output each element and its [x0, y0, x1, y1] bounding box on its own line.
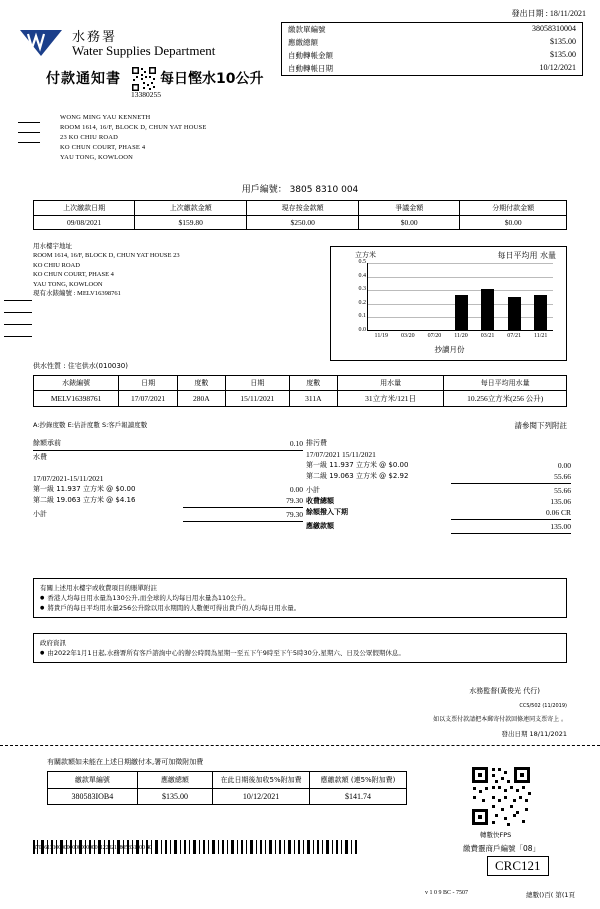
- charge-value: 0.00: [557, 461, 571, 470]
- charge-label-total: 收費總額: [306, 497, 334, 505]
- col-last-payment-amount: 上次繳款金額: [135, 201, 247, 216]
- table-row: [48, 789, 407, 805]
- col-consumption: 用水量: [337, 376, 444, 391]
- chart-x-tick-label: 03/20: [401, 333, 415, 339]
- supply-address-line: KO CHUN COURT, PHASE 4: [33, 271, 114, 278]
- tear-off-divider: [0, 745, 600, 746]
- charge-value: 79.30: [286, 496, 303, 505]
- charge-row: [306, 485, 571, 496]
- signature-line: 水務監督(黃俊光 代行): [469, 687, 540, 695]
- col-cur-date: 日期: [225, 376, 289, 391]
- supply-address: [33, 251, 180, 299]
- issue-date: 發出日期 : 18/11/2021: [511, 9, 586, 18]
- fold-marks-2: [4, 300, 32, 348]
- supply-nature: 供水性質 : 住宅供水(010030): [33, 362, 128, 370]
- col-last-payment-date: 上次繳款日期: [34, 201, 135, 216]
- address-line: KO CHUN COURT, PHASE 4: [60, 144, 146, 151]
- cell-meter-no: MELV16398761: [34, 391, 119, 407]
- crc-code: CRC121: [487, 856, 549, 876]
- chart-y-tick-label: 0.0: [358, 327, 366, 333]
- chart-y-tick-label: 0.2: [358, 299, 366, 306]
- charge-row: [306, 471, 571, 482]
- charge-row: [33, 509, 303, 520]
- qr-code-small-icon: [131, 66, 157, 92]
- col-slip-total: 應繳總額: [137, 772, 212, 789]
- col-slip-amount-with-surcharge: 應繳款額 (連5%附加費): [310, 772, 407, 789]
- barcode-number: 8704613100000000000000011220213805831000 40: [33, 845, 152, 851]
- chart-x-tick-label: 07/21: [507, 333, 521, 339]
- supply-address-heading: 用水樓宇地址: [33, 242, 72, 250]
- reading-legend: A:抄錄度數 E:估計度數 S:客戶報讀度數: [33, 421, 148, 429]
- chart-title: 每日平均用 水量: [497, 251, 556, 260]
- charge-row: [33, 438, 303, 449]
- fold-marks: [18, 122, 40, 152]
- chart-plot-area: [358, 259, 553, 339]
- charge-value-total: 135.06: [550, 497, 571, 506]
- chart-x-tick-label: 11/19: [374, 333, 388, 339]
- charge-row: [33, 484, 303, 495]
- government-info-item: ● 由2022年1月1日起,水務署所有客戶諮詢中心的辦公時間為星期一至五下午9時至下午5時30分,星期六、日及公眾假期休息。: [40, 648, 560, 658]
- chart-x-tick-label: 03/21: [480, 333, 495, 339]
- bill-note-item: ● 將貴戶的每日平均用水量256公升除以用水期間的人數便可得出貴戶的人均每日用水量。: [40, 603, 560, 613]
- charge-row: [306, 507, 571, 518]
- charge-label: 第一級 11.937 立方米 @ $0.00: [33, 485, 136, 493]
- fps-label: 轉數快FPS: [480, 831, 512, 839]
- bill-summary-row: [282, 49, 582, 62]
- merchant-code: 繳費靈商戶編號「08」: [462, 844, 540, 853]
- wsd-logo-icon: [18, 28, 64, 58]
- slogan: 每日慳水10公升: [160, 71, 264, 87]
- chart-gridline: [368, 277, 553, 278]
- charge-row: [306, 438, 571, 449]
- table-header-row: [34, 376, 567, 391]
- address-line: WONG MING YAU KENNETH: [60, 114, 151, 121]
- bill-summary-row: [282, 36, 582, 49]
- chart-x-tick-label: 11/21: [533, 333, 548, 339]
- col-slip-bill-no: 繳款單編號: [48, 772, 138, 789]
- cell-deposit: $250.00: [247, 216, 359, 230]
- cell-cur-reading: 311A: [289, 391, 337, 407]
- charge-value: 0.10: [289, 439, 303, 448]
- chart-bar: [534, 295, 547, 330]
- footer-page: 總數()百( 第(1頁: [526, 891, 575, 899]
- cell-installment: $0.00: [460, 216, 567, 230]
- col-deposit: 現存按金款額: [247, 201, 359, 216]
- cell-prev-reading: 280A: [177, 391, 225, 407]
- autopay-amount-label: 自動轉帳金額: [288, 51, 333, 60]
- form-code: CCS/502 (11/2019): [519, 703, 567, 709]
- supply-address-line: YAU TONG, KOWLOON: [33, 280, 103, 288]
- cell-daily-average: 10.256立方米(256 公升): [444, 391, 567, 407]
- charge-label-payable: 應繳款額: [306, 522, 334, 530]
- autopay-date-label: 自動轉帳日期: [288, 64, 333, 73]
- issue-date-footer: 發出日期 18/11/2021: [501, 730, 567, 738]
- charge-label: 第二級 19.063 立方米 @ $4.16: [33, 496, 136, 504]
- charge-value: 79.30: [286, 510, 303, 519]
- chart-y-tick-label: 0.5: [358, 259, 366, 265]
- chart-y-tick-label: 0.3: [358, 286, 366, 293]
- address-line: ROOM 1614, 16/F, BLOCK D, CHUN YAT HOUSE: [60, 124, 207, 131]
- notice-title: 付款通知書: [46, 71, 121, 87]
- autopay-amount-value: $135.00: [550, 50, 576, 59]
- account-number-line: 用戶編號： 3805 8310 004: [241, 185, 359, 195]
- supply-meter-number: 現有水錶編號 : MELV16398761: [33, 290, 121, 297]
- consumption-chart: [330, 246, 567, 361]
- col-cur-reading: 度數: [289, 376, 337, 391]
- charge-value: 55.66: [554, 486, 571, 495]
- charge-value-payable: 135.00: [550, 522, 571, 531]
- payment-slip-table: [47, 771, 407, 805]
- charge-row: [306, 496, 571, 507]
- charge-label: 小計: [306, 486, 320, 494]
- col-meter-no: 水錶編號: [34, 376, 119, 391]
- mailing-address: [60, 113, 207, 163]
- bill-note-item: ● 香港人均每日用水量為130公升,而全球的人均每日用水量為110公升。: [40, 593, 560, 603]
- supply-address-line: ROOM 1614, 16/F, BLOCK D, CHUN YAT HOUSE 23: [33, 252, 180, 259]
- charge-period: 17/07/2021-15/11/2021: [33, 474, 104, 483]
- total-due-label: 應繳總額: [288, 38, 318, 47]
- issue-date-value: 18/11/2021: [549, 9, 586, 18]
- bill-notes-title: 有關上述用水樓宇或收費項目的賬單附註: [40, 584, 157, 592]
- charge-value-carry: 0.06 CR: [545, 508, 571, 517]
- col-prev-reading: 度數: [177, 376, 225, 391]
- col-disputed: 爭議金額: [359, 201, 460, 216]
- charge-label: 餘額承前: [33, 439, 61, 447]
- issue-date-label: 發出日期: [511, 9, 544, 18]
- charge-row: [33, 473, 303, 484]
- bill-notes-box: [33, 578, 567, 618]
- qr-account-number: 13380255: [131, 90, 161, 99]
- col-slip-surcharge-date: 在此日期後加收5%附加費: [213, 772, 310, 789]
- cell-last-payment-amount: $159.80: [135, 216, 247, 230]
- cell-slip-bill-no: 380583IOB4: [48, 789, 138, 805]
- chart-bar: [481, 289, 494, 330]
- bill-summary-box: [281, 22, 583, 76]
- table-header-row: [48, 772, 407, 789]
- chart-x-tick-label: 11/20: [454, 333, 468, 339]
- cell-slip-amount-with-surcharge: $141.74: [310, 789, 407, 805]
- charge-row: [33, 452, 303, 463]
- chart-x-axis-title: 抄讀月份: [434, 345, 465, 354]
- table-row: [34, 391, 567, 407]
- cell-consumption: 31立方米/121日: [337, 391, 444, 407]
- supply-address-line: KO CHIU ROAD: [33, 261, 80, 269]
- government-info-box: [33, 633, 567, 663]
- footer-version: v 1 0 9 BC - 7507: [425, 890, 469, 896]
- chart-y-tick-label: 0.1: [358, 313, 366, 320]
- cell-cur-date: 15/11/2021: [225, 391, 289, 407]
- table-header-row: [34, 201, 567, 216]
- address-line: 23 KO CHIU ROAD: [60, 134, 119, 141]
- charge-label: 第二級 19.063 立方米 @ $2.92: [306, 472, 409, 480]
- charge-label: 第一級 11.937 立方米 @ $0.00: [306, 461, 409, 469]
- address-line: YAU TONG, KOWLOON: [60, 154, 134, 161]
- payment-summary-table: [33, 200, 567, 230]
- cell-last-payment-date: 09/08/2021: [34, 216, 135, 230]
- charge-value: 0.00: [289, 485, 303, 494]
- cell-prev-date: 17/07/2021: [119, 391, 178, 407]
- bill-no-label: 繳款單編號: [288, 25, 326, 34]
- chart-y-tick-label: 0.4: [358, 272, 366, 279]
- chart-unit-label: 立方米: [355, 251, 376, 259]
- total-due-value: $135.00: [550, 37, 576, 46]
- qr-code-fps-icon: [470, 765, 532, 827]
- cell-slip-total: $135.00: [137, 789, 212, 805]
- autopay-date-value: 10/12/2021: [539, 63, 576, 72]
- chart-bar: [508, 297, 521, 330]
- table-row: [34, 216, 567, 230]
- meter-reading-table: [33, 375, 567, 407]
- charge-label: 小計: [33, 510, 47, 518]
- surcharge-note: 有關款額如未能在上述日期繳付本,署可加徵附加費: [47, 758, 204, 766]
- charge-label: 排污費: [306, 439, 327, 447]
- charge-row: [33, 495, 303, 506]
- charge-period: 17/07/2021 15/11/2021: [306, 450, 376, 459]
- charge-row: [306, 460, 571, 471]
- department-name-cn: 水務署: [72, 30, 118, 45]
- chart-bar: [455, 295, 468, 330]
- see-notes-text: 請參閱下列附註: [514, 421, 567, 430]
- charge-row: [306, 449, 571, 460]
- government-info-title: 政府資訊: [40, 639, 66, 647]
- chart-x-tick-label: 07/20: [427, 333, 442, 339]
- bill-summary-row: [282, 23, 582, 36]
- col-daily-average: 每日平均用水量: [444, 376, 567, 391]
- cell-disputed: $0.00: [359, 216, 460, 230]
- col-installment: 分期付款金額: [460, 201, 567, 216]
- charge-value: 55.66: [554, 472, 571, 481]
- chart-gridline: [368, 290, 553, 291]
- department-name-en: Water Supplies Department: [72, 43, 216, 58]
- charge-row: [306, 521, 571, 532]
- bill-no-value: 38058310004: [532, 24, 576, 33]
- bill-summary-row: [282, 62, 582, 75]
- charge-label-carry: 餘額撥入下期: [306, 508, 348, 516]
- charge-label: 水費: [33, 453, 47, 461]
- charges-sewage: [306, 438, 571, 535]
- charges-water: [33, 438, 303, 523]
- col-prev-date: 日期: [119, 376, 178, 391]
- cheque-note: 如以支票付款請把本郵寄付款回條連同支票寄上 。: [433, 716, 567, 723]
- chart-gridline: [368, 263, 553, 264]
- cell-slip-surcharge-date: 10/12/2021: [213, 789, 310, 805]
